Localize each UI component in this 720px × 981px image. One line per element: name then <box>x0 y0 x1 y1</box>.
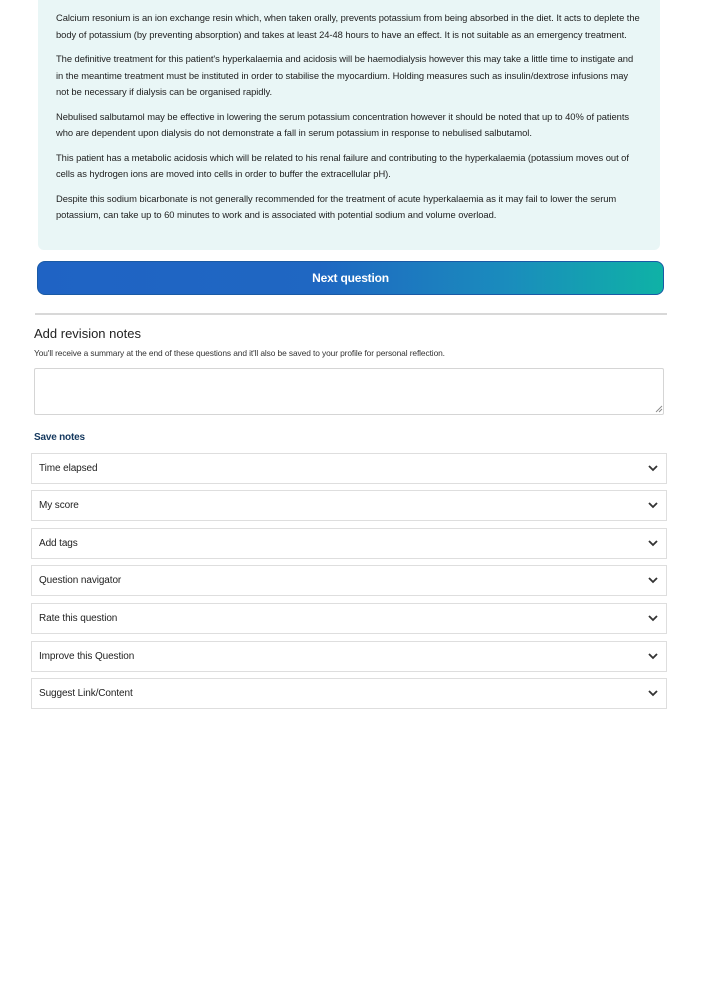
revision-notes-title: Add revision notes <box>34 326 141 341</box>
explanation-paragraph: Despite this sodium bicarbonate is not generally recommended for the treatment of acute hyperkalaemia as it may fail to lower the serum potassium, can take up to 60 minutes to work and is associated with potential sodium and volume overload. <box>56 192 617 220</box>
accordion-label: Improve this Question <box>39 651 135 662</box>
next-question-label: Next question <box>312 271 389 285</box>
accordion-improve-question[interactable] <box>31 641 667 672</box>
chevron-down-icon <box>647 575 659 587</box>
revision-notes-description: You'll receive a summary at the end of these questions and it'll also be saved to your profile for personal reflection. <box>34 348 445 358</box>
accordion-rate-question[interactable] <box>31 603 667 634</box>
accordion-time-elapsed[interactable] <box>31 453 667 484</box>
explanation-paragraph: Calcium resonium is an ion exchange resin which, when taken orally, prevents potassium from being absorbed in the diet. It acts to deplete the body of potassium (by preventing absorption) and takes at least 24-48 hours to have an effect. It is not suitable as an emergency treatment. <box>56 12 640 40</box>
next-question-button[interactable] <box>37 261 664 295</box>
explanation-paragraph: Nebulised salbutamol may be effective in lowering the serum potassium concentration however it should be noted that up to 40% of patients who are dependent upon dialysis do not demonstrate a fall in serum potassium in response to nebulised salbutamol. <box>56 110 630 138</box>
accordion-label: Add tags <box>39 538 78 549</box>
explanation-panel <box>38 0 660 250</box>
accordion-label: Rate this question <box>39 613 118 624</box>
revision-notes-input[interactable] <box>34 368 664 415</box>
chevron-down-icon <box>647 651 659 663</box>
accordion-label: Time elapsed <box>39 463 98 474</box>
chevron-down-icon <box>647 500 659 512</box>
save-notes-button[interactable]: Save notes <box>34 432 85 443</box>
accordion-label: Question navigator <box>39 575 122 586</box>
accordion-suggest-link[interactable] <box>31 678 667 709</box>
explanation-paragraph: This patient has a metabolic acidosis which will be related to his renal failure and contributing to the hyperkalaemia (potassium moves out of cells as hydrogen ions are moved into cells in order to buffer the extracellular pH). <box>56 151 629 179</box>
chevron-down-icon <box>647 538 659 550</box>
chevron-down-icon <box>647 688 659 700</box>
accordion-my-score[interactable] <box>31 490 667 521</box>
accordion-label: My score <box>39 500 79 511</box>
accordion-label: Suggest Link/Content <box>39 688 133 699</box>
accordion-question-navigator[interactable] <box>31 565 667 596</box>
section-divider <box>35 313 667 315</box>
explanation-paragraph: The definitive treatment for this patient's hyperkalaemia and acidosis will be haemodialysis however this may take a little time to instigate and in the meantime treatment must be instituted in order to stabilise the myocardium. Holding measures such as insulin/dextrose infusions may not be necessary if dialysis can be organised rapidly. <box>56 53 634 97</box>
accordion-add-tags[interactable] <box>31 528 667 559</box>
chevron-down-icon <box>647 613 659 625</box>
chevron-down-icon <box>647 463 659 475</box>
